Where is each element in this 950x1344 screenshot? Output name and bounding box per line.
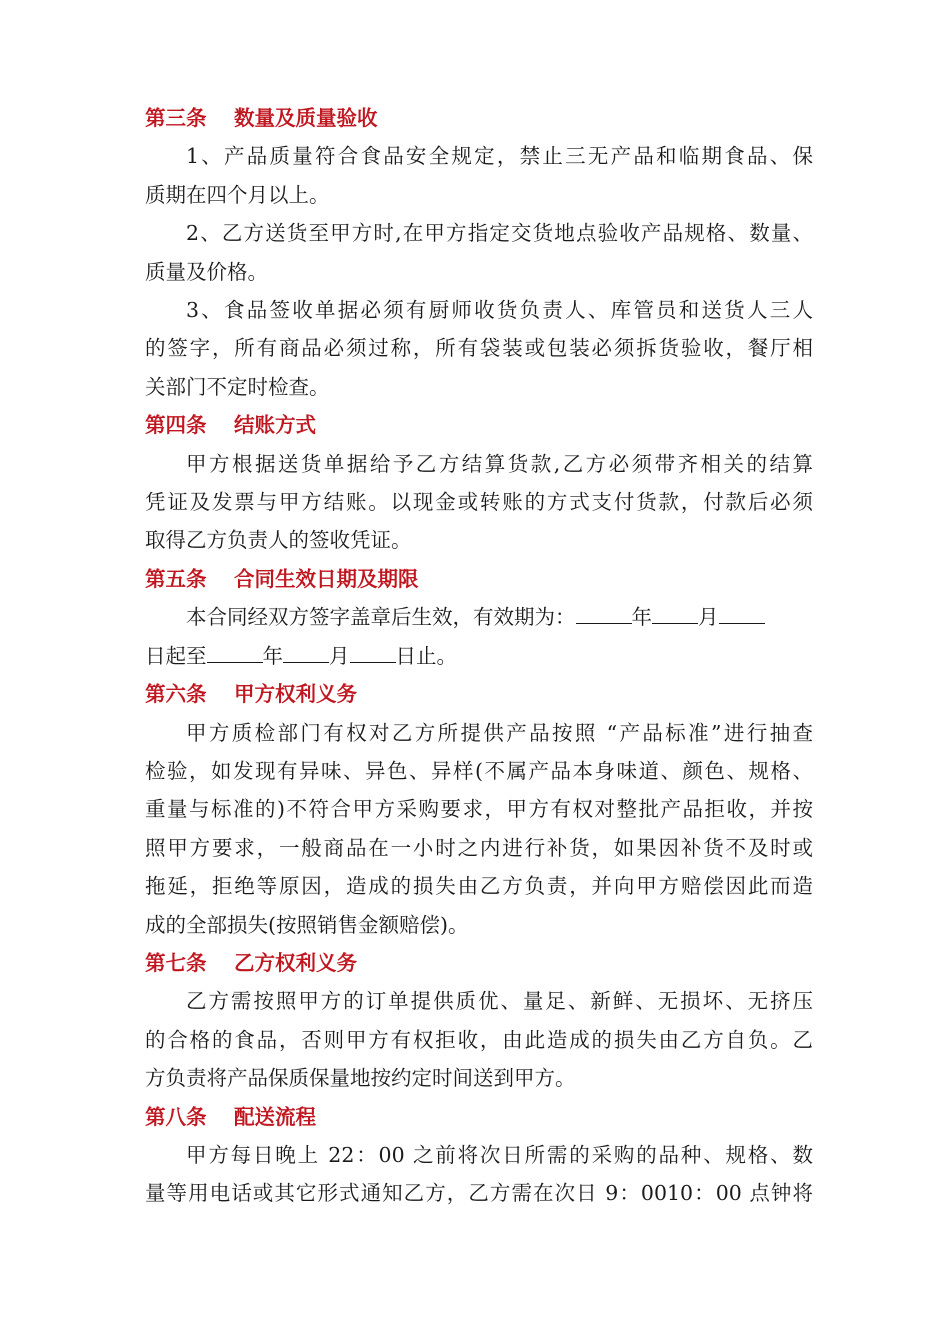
unit-end: 日止。: [395, 643, 457, 668]
section-number: 第五条: [145, 566, 207, 591]
paragraph-line: 的合格的食品，否则甲方有权拒收，由此造成的损失由乙方自负。乙: [145, 1027, 813, 1052]
section-title: 甲方权利义务: [234, 682, 357, 707]
section-title: 数量及质量验收: [234, 106, 378, 130]
section-heading-6: [145, 675, 813, 713]
paragraph-line: 1、产品质量符合食品安全规定，禁止三无产品和临期食品、保: [186, 144, 813, 169]
paragraph-line: 3、食品签收单据必须有厨师收货负责人、库管员和送货人三人: [186, 298, 813, 323]
section-heading-3: [145, 99, 813, 137]
contract-body: [145, 99, 813, 1213]
paragraph-line: 甲方根据送货单据给予乙方结算货款,乙方必须带齐相关的结算: [186, 451, 813, 476]
blank-end-year: [207, 642, 263, 663]
paragraph-line: 乙方需按照甲方的订单提供质优、量足、新鲜、无损坏、无挤压: [186, 989, 813, 1014]
paragraph-line: 检验，如发现有异味、异色、异样(不属产品本身味道、颜色、规格、: [145, 758, 813, 783]
blank-start-month: [652, 603, 698, 624]
section-heading-7: [145, 944, 813, 982]
blank-start-year: [576, 603, 632, 624]
paragraph-line: 取得乙方负责人的签收凭证。: [145, 528, 412, 553]
paragraph-line: 甲方每日晚上 22：00 之前将次日所需的采购的品种、规格、数: [186, 1142, 813, 1167]
section-heading-5: [145, 560, 813, 598]
paragraph-line: 关部门不定时检查。: [145, 374, 330, 399]
section-number: 第八条: [145, 1104, 207, 1129]
paragraph-line: 拖延，拒绝等原因，造成的损失由乙方负责，并向甲方赔偿因此而造: [145, 874, 813, 899]
paragraph-line: 凭证及发票与甲方结账。以现金或转账的方式支付货款，付款后必须: [145, 490, 813, 515]
blank-end-day: [350, 642, 396, 663]
unit-year: 年: [262, 643, 283, 668]
paragraph-line: 质期在四个月以上。: [145, 182, 330, 207]
blank-start-day: [719, 603, 765, 624]
term-line-2: [145, 637, 813, 675]
section-title: 乙方权利义务: [234, 950, 357, 975]
section-heading-4: [145, 406, 813, 444]
section-title: 结账方式: [234, 413, 316, 438]
section-number: 第六条: [145, 682, 207, 707]
unit-year: 年: [631, 605, 652, 630]
section-number: 第四条: [145, 413, 207, 438]
paragraph-line: 2、乙方送货至甲方时,在甲方指定交货地点验收产品规格、数量、: [186, 221, 813, 246]
blank-end-month: [283, 642, 329, 663]
unit-day-start: 日起至: [145, 643, 207, 668]
paragraph-line: 照甲方要求，一般商品在一小时之内进行补货，如果因补货不及时或: [145, 835, 813, 860]
section-title: 合同生效日期及期限: [234, 566, 419, 591]
paragraph-line: 质量及价格。: [145, 259, 268, 284]
term-prefix: 本合同经双方签字盖章后生效，有效期为：: [186, 605, 576, 630]
section-number: 第三条: [145, 106, 207, 130]
paragraph-line: 方负责将产品保质保量地按约定时间送到甲方。: [145, 1066, 576, 1091]
unit-month: 月: [698, 605, 719, 630]
section-title: 配送流程: [234, 1104, 316, 1129]
paragraph-line: 甲方质检部门有权对乙方所提供产品按照 “产品标准”进行抽查: [186, 720, 813, 745]
unit-month: 月: [329, 643, 350, 668]
paragraph-line: 量等用电话或其它形式通知乙方，乙方需在次日 9：0010：00 点钟将: [145, 1181, 813, 1206]
paragraph-line: 的签字，所有商品必须过称，所有袋装或包装必须拆货验收，餐厅相: [145, 336, 813, 361]
paragraph-line: 重量与标准的)不符合甲方采购要求，甲方有权对整批产品拒收，并按: [145, 797, 813, 822]
section-heading-8: [145, 1098, 813, 1136]
paragraph-line: 成的全部损失(按照销售金额赔偿)。: [145, 912, 469, 937]
term-line-1: [145, 598, 813, 636]
section-number: 第七条: [145, 950, 207, 975]
